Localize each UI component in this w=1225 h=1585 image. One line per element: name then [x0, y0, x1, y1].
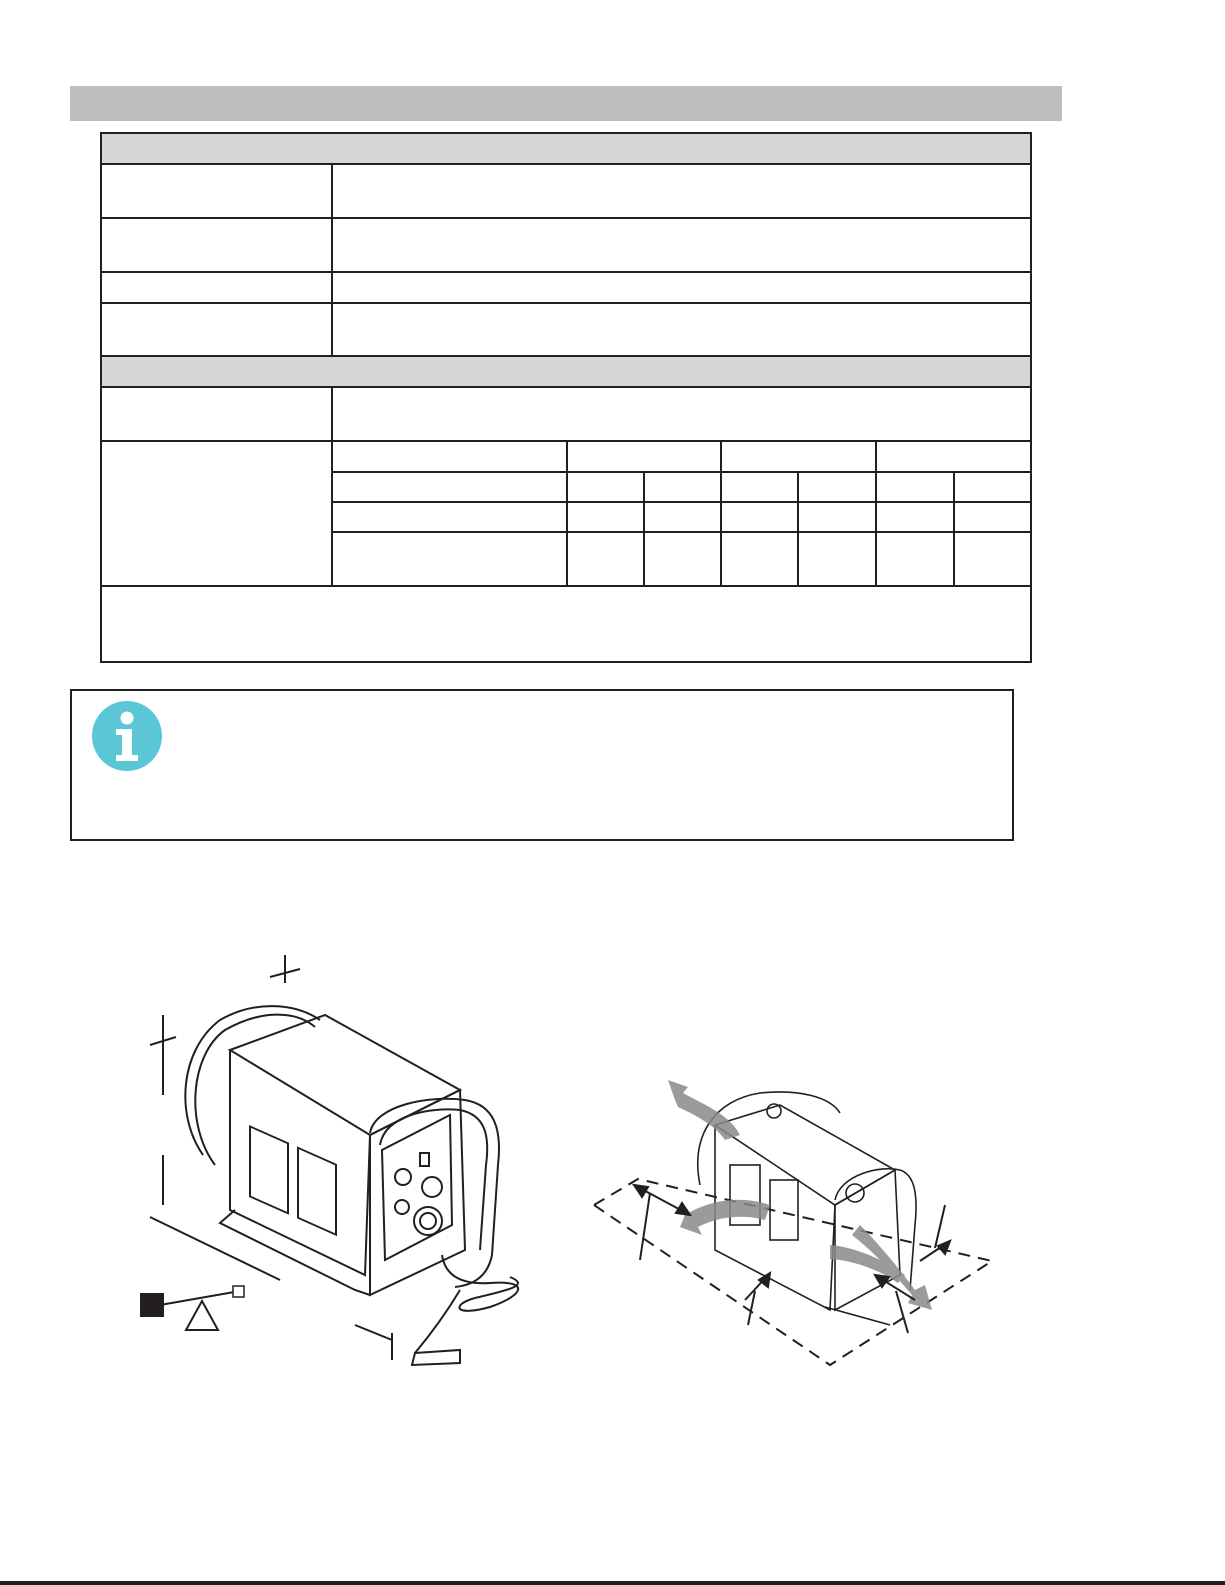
table-row	[102, 219, 1030, 273]
table-column-divider	[643, 471, 645, 585]
table-row-nested	[102, 442, 1030, 587]
table-footnote-row	[102, 587, 1030, 661]
table-label-divider	[331, 388, 333, 587]
table-row	[102, 273, 1030, 304]
weight-balance-icon	[140, 1293, 164, 1317]
table-row	[102, 304, 1030, 357]
table-column-divider	[797, 471, 799, 585]
table-rule	[332, 501, 1030, 503]
info-icon	[92, 701, 162, 771]
table-label-divider	[331, 165, 333, 357]
table-column-divider	[566, 442, 568, 585]
section-header-bar	[70, 86, 1062, 121]
plasma-power-supply-with-dimensions	[130, 955, 540, 1385]
table-row	[102, 388, 1030, 442]
table-section-header	[102, 134, 1030, 165]
footer-rule	[0, 1581, 1225, 1585]
note-box	[70, 689, 1014, 841]
table-column-divider	[875, 442, 877, 585]
table-rule	[332, 531, 1030, 533]
table-row	[102, 165, 1030, 219]
plasma-power-supply-airflow-clearance	[590, 1075, 1000, 1375]
specifications-table	[100, 132, 1032, 663]
table-section-header	[102, 357, 1030, 388]
table-column-divider	[720, 442, 722, 585]
table-column-divider	[953, 471, 955, 585]
table-rule	[332, 471, 1030, 473]
